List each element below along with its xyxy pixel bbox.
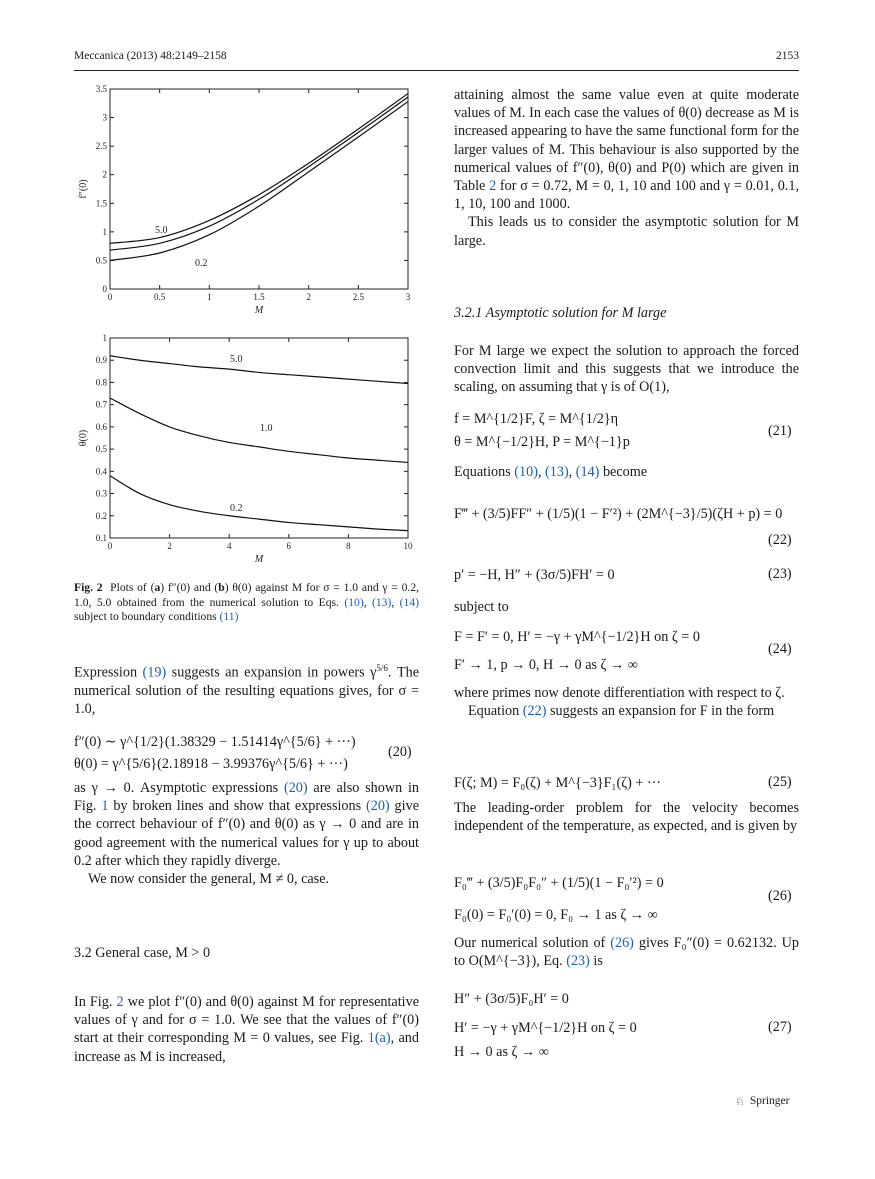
right-paragraph-2: This leads us to consider the asymptotic solution for M large.	[454, 214, 799, 249]
x-tick-label: 2.5	[352, 292, 364, 302]
eq-ref-23[interactable]: (23)	[566, 953, 590, 970]
series-line	[110, 356, 408, 384]
y-tick-label: 0.3	[95, 488, 107, 499]
x-tick-label: 1.5	[253, 292, 265, 302]
left-paragraph-2: as γ → 0. Asymptotic expressions (20) are also shown in Fig. 1 by broken lines and show that expressions (20) give the correct behaviour of f″(0) and θ(0) as γ → 0 and are in good agreement with the numerical values for γ up to about 0.2 after which they rapidly diverge. We now consider the general, M ≠ 0, case.	[74, 780, 419, 888]
equation-22: F‴ + (3/5)FF″ + (1/5)(1 − F′²) + (2M^{−3}/5)(ζH + p) = 0	[454, 506, 783, 522]
y-tick-label: 0.9	[95, 355, 107, 366]
y-tick-label: 0.7	[95, 399, 107, 410]
plot-frame	[110, 89, 408, 289]
plot-a-f-double-prime	[78, 84, 411, 316]
eq-ref-13b[interactable]: (13)	[545, 464, 569, 480]
eq-ref-20[interactable]: (20)	[283, 780, 308, 796]
eq-ref-22[interactable]: (22)	[522, 703, 547, 720]
x-tick-label: 0	[107, 541, 113, 551]
eq-ref-10[interactable]: (10)	[344, 595, 364, 609]
equation-27-line-1: H″ + (3σ/5)F₀H′ = 0	[454, 991, 569, 1007]
x-axis-label: M	[254, 305, 264, 316]
y-tick-label: 2	[102, 169, 107, 180]
fig-ref-2[interactable]: 2	[116, 994, 124, 1010]
right-paragraph-6-text: where primes now denote differentiation with respect to ζ.	[454, 685, 785, 701]
left-paragraph-4: In Fig. 2 we plot f″(0) and θ(0) against M for representative values of γ and for σ = 1.0. We see that the values of f″(0) start at their corresponding M = 0 values, see Fig. 1(a), and increase as M is increased,	[74, 994, 419, 1065]
equation-23: p′ = −H, H″ + (3σ/5)FH′ = 0	[454, 567, 615, 583]
x-tick-label: 1	[207, 292, 212, 302]
right-paragraph-1: attaining almost the same value even at quite moderate values of M. In each case the values of θ(0) decrease as M is increased appearing to have the same functional form for the larger values of M. This behaviour is also supported by the numerical values of f″(0), θ(0) and P(0) which are given in Table 2 for σ = 0.72, M = 0, 1, 10 and 100 and γ = 0.01, 0.1, 1, 10, 100 and 1000. This leads us to consider the asymptotic solution for M large.	[454, 87, 799, 249]
fig-ref-1a[interactable]: 1(a)	[367, 1030, 391, 1047]
y-tick-label: 2.5	[95, 141, 107, 152]
eq-ref-26[interactable]: (26)	[610, 935, 634, 951]
series-label: 5.0	[230, 354, 243, 365]
x-tick-label: 2	[167, 541, 172, 551]
equation-27-line-2: H′ = −γ + γM^{−1/2}H on ζ = 0	[454, 1020, 637, 1036]
x-tick-label: 0.5	[154, 292, 166, 302]
y-axis-label: f″(0)	[78, 179, 89, 199]
series-label: 0.2	[230, 503, 243, 514]
series-line	[110, 94, 408, 244]
y-tick-label: 1	[102, 226, 107, 237]
equation-20-line-1: f″(0) ∼ γ^{1/2}(1.38329 − 1.51414γ^{5/6} + ···)	[74, 734, 356, 750]
journal-citation: Meccanica (2013) 48:2149–2158	[74, 50, 227, 62]
equation-number-25: (25)	[768, 774, 792, 790]
eq-ref-11[interactable]: (11)	[219, 610, 239, 623]
y-tick-label: 0.5	[95, 255, 107, 266]
figure-label: Fig. 2	[74, 581, 103, 594]
eq-ref-19[interactable]: (19)	[142, 664, 167, 681]
series-label: 5.0	[155, 225, 168, 236]
equation-24-line-1: F = F′ = 0, H′ = −γ + γM^{−1/2}H on ζ = 0	[454, 629, 700, 645]
y-tick-label: 0	[102, 284, 107, 294]
y-tick-label: 0.5	[95, 444, 107, 455]
y-tick-label: 3	[102, 112, 107, 123]
right-paragraph-4: Equations (10), (13), (14) become	[454, 464, 648, 480]
equation-number-21: (21)	[768, 423, 792, 439]
equation-number-22: (22)	[768, 532, 792, 548]
plot-b-theta	[78, 333, 413, 565]
eq-ref-13[interactable]: (13)	[372, 595, 392, 609]
y-tick-label: 3.5	[95, 84, 107, 94]
figure-caption: Fig. 2 Plots of (a) f″(0) and (b) θ(0) against M for σ = 1.0 and γ = 0.2, 1.0, 5.0 obtained from the numerical solution to Eqs. (10), (13), (14) subject to boundary conditions (11)	[74, 581, 420, 623]
series-label: 1.0	[260, 423, 273, 434]
equation-number-24: (24)	[768, 641, 792, 657]
subsection-heading-3-2-1: 3.2.1 Asymptotic solution for M large	[454, 305, 667, 321]
series-label: 0.2	[195, 258, 208, 269]
equation-21-line-1: f = M^{1/2}F, ζ = M^{1/2}η	[454, 411, 619, 427]
y-tick-label: 0.1	[95, 533, 107, 543]
eq-ref-14[interactable]: (14)	[399, 595, 419, 609]
equation-25: F(ζ; M) = F₀(ζ) + M^{−3}F₁(ζ) + ···	[454, 775, 662, 791]
plot-frame	[110, 338, 408, 538]
right-paragraph-5: subject to	[454, 599, 509, 615]
y-tick-label: 0.6	[95, 421, 107, 432]
right-paragraph-3: For M large we expect the solution to approach the forced convection limit and this suggests that we introduce the scaling, on assuming that γ is of O(1),	[454, 343, 799, 396]
series-line	[110, 398, 408, 462]
equation-20-line-2: θ(0) = γ^{5/6}(2.18918 − 3.99376γ^{5/6} + ···)	[74, 756, 348, 772]
x-tick-label: 0	[107, 292, 113, 302]
y-tick-label: 1.5	[95, 198, 107, 209]
fig-ref-1[interactable]: 1	[101, 798, 109, 815]
y-axis-label: θ(0)	[78, 429, 89, 447]
x-tick-label: 2	[306, 292, 311, 302]
right-paragraph-9: Our numerical solution of (26) gives F₀″(0) = 0.62132. Up to O(M^{−3}), Eq. (23) is	[454, 935, 800, 970]
left-paragraph-3: We now consider the general, M ≠ 0, case.	[88, 871, 330, 888]
equation-number-20: (20)	[388, 744, 412, 760]
equation-21-line-2: θ = M^{−1/2}H, P = M^{−1}p	[454, 434, 630, 450]
x-tick-label: 8	[346, 541, 351, 551]
right-paragraph-8: The leading-order problem for the velocity becomes independent of the temperature, as expected, and is given by	[454, 800, 799, 835]
running-header	[74, 50, 799, 71]
x-tick-label: 10	[403, 541, 413, 551]
x-tick-label: 6	[286, 541, 292, 551]
page-number: 2153	[776, 50, 799, 62]
y-tick-label: 0.8	[95, 377, 107, 388]
eq-ref-14b[interactable]: (14)	[575, 464, 600, 480]
equation-number-26: (26)	[768, 888, 792, 904]
equation-number-23: (23)	[768, 566, 792, 582]
section-heading-3-2: 3.2 General case, M > 0	[74, 945, 211, 961]
springer-logo-icon: ♘	[735, 1096, 745, 1108]
publisher-name: Springer	[749, 1095, 790, 1107]
y-tick-label: 1	[102, 333, 107, 343]
series-line	[110, 476, 408, 531]
equation-26-line-2: F₀(0) = F₀′(0) = 0, F₀ → 1 as ζ → ∞	[454, 907, 658, 923]
equation-26-line-1: F₀‴ + (3/5)F₀F₀″ + (1/5)(1 − F₀′²) = 0	[454, 875, 664, 891]
x-tick-label: 3	[405, 292, 411, 302]
equation-number-27: (27)	[768, 1019, 792, 1035]
eq-ref-20b[interactable]: (20)	[366, 798, 390, 815]
figure-2	[70, 80, 430, 570]
x-tick-label: 4	[226, 541, 232, 551]
publisher-footer	[735, 1095, 789, 1107]
left-paragraph-1: Expression (19) suggests an expansion in powers $\gamma^{5/6}$. The numerical solution of the resulting equations gives, for σ = 1.0,	[74, 663, 419, 718]
equation-24-line-2: F′ → 1, p → 0, H → 0 as ζ → ∞	[454, 657, 638, 673]
table-ref-2[interactable]: 2	[489, 178, 497, 195]
y-tick-label: 0.2	[95, 510, 107, 521]
y-tick-label: 0.4	[95, 466, 107, 477]
equation-27-line-3: H → 0 as ζ → ∞	[454, 1044, 549, 1060]
x-axis-label: M	[254, 554, 264, 565]
right-paragraph-6: where primes now denote differentiation with respect to ζ. Equation (22) suggests an expansion for F in the form	[454, 684, 799, 720]
eq-ref-10b[interactable]: (10)	[514, 464, 538, 480]
